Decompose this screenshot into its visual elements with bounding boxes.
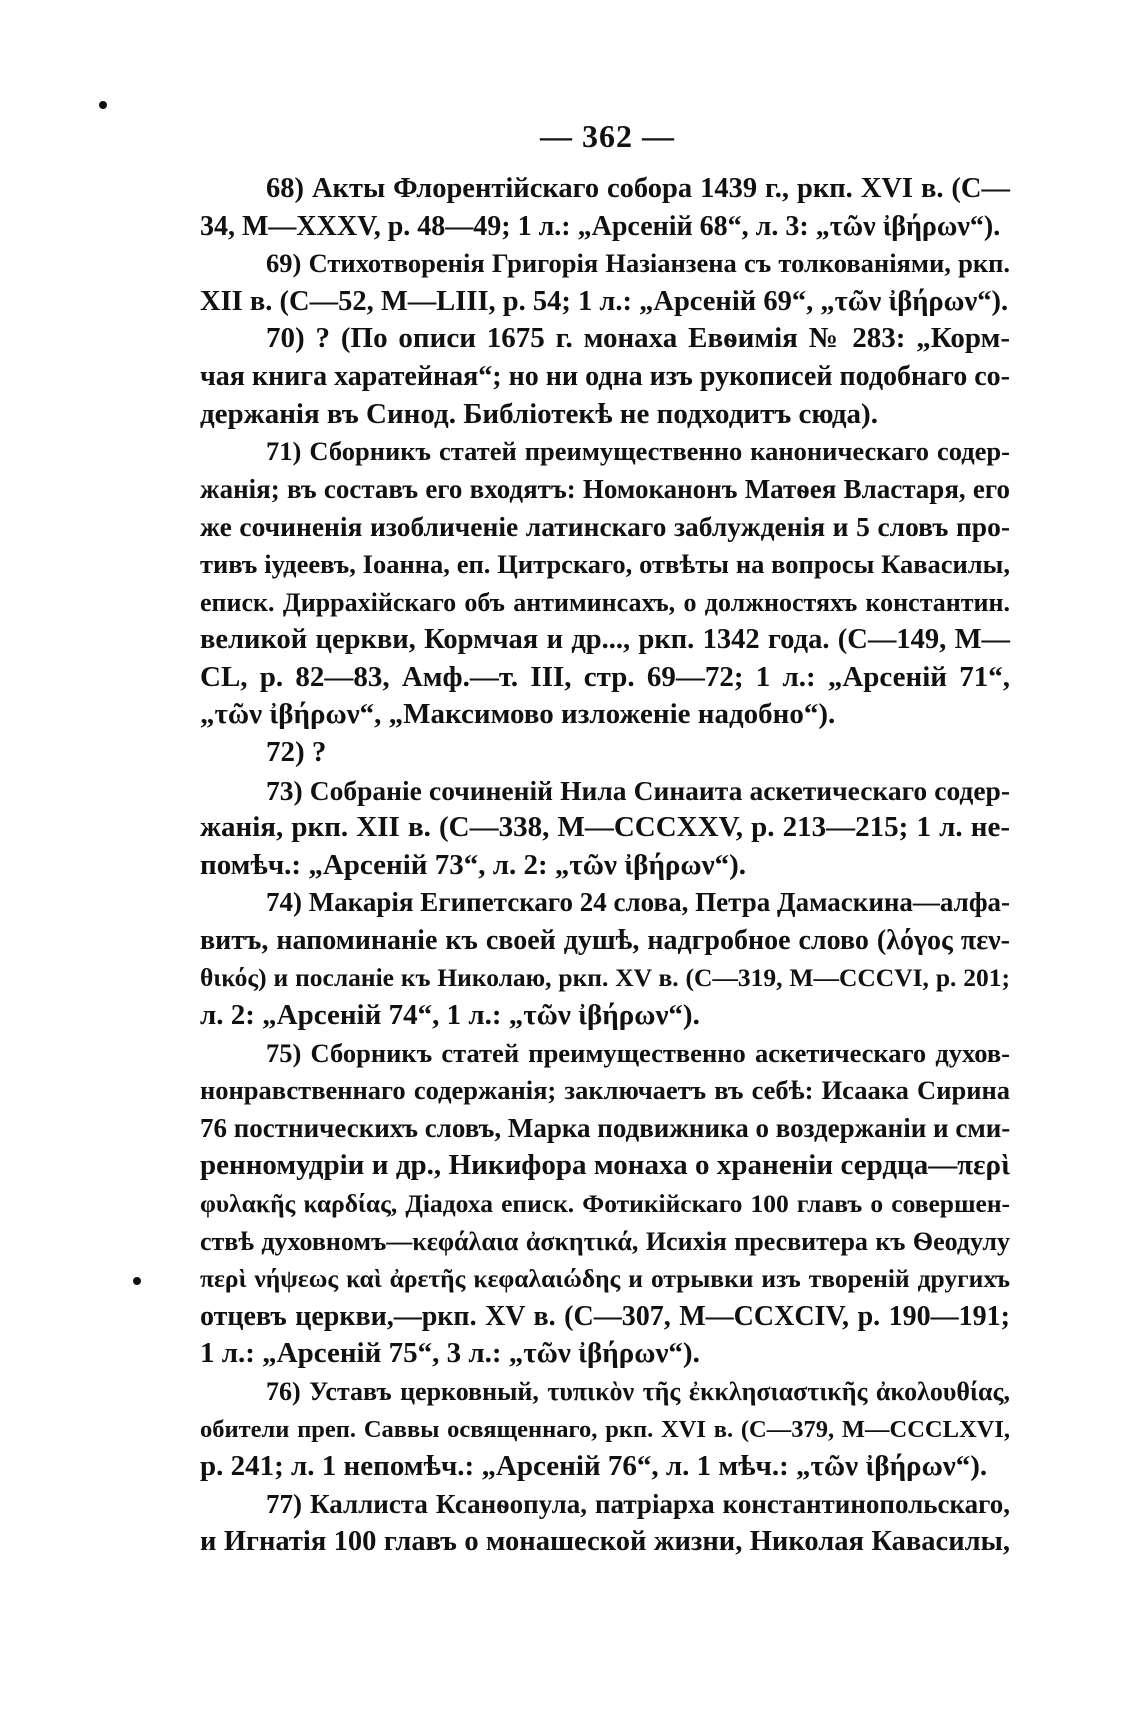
text-line: „τῶν ἰβήρων“, „Максимово изложеніе надобно“). bbox=[200, 698, 836, 731]
text-line: р. 241; л. 1 непомѣч.: „Арсеній 76“, л. 1 мѣч.: „τῶν ἰβήρων“). bbox=[200, 1450, 988, 1483]
text-line: 73) Собраніе сочиненій Нила Синаита аскетическаго содер- bbox=[266, 774, 1010, 806]
text-line: витъ, напоминаніе къ своей душѣ, надгробное слово (λόγος πεν- bbox=[200, 924, 1010, 956]
text-line: 72) ? bbox=[266, 735, 327, 768]
text-line: ствѣ духовномъ—κεφάλαια ἀσκητικά, Исихія пресвитера къ Ѳеодулу bbox=[200, 1226, 1010, 1256]
text-line: CL, р. 82—83, Амф.—т. III, стр. 69—72; 1 л.: „Арсеній 71“, bbox=[200, 660, 1010, 693]
text-line: 69) Стихотворенія Григорія Назіанзена съ толкованіями, ркп. bbox=[266, 248, 1010, 279]
text-line: 77) Каллиста Ксанѳопула, патріарха константинопольскаго, bbox=[266, 1488, 1010, 1519]
text-line: л. 2: „Арсеній 74“, 1 л.: „τῶν ἰβήρων“). bbox=[200, 999, 700, 1032]
text-line: чая книга харатейная“; но ни одна изъ рукописей подобнаго со- bbox=[200, 360, 1010, 392]
text-line: θικός) и посланіе къ Николаю, ркп. XV в. (С—319, М—CCCVI, р. 201; bbox=[200, 963, 1010, 993]
page-number: — 362 — bbox=[540, 118, 675, 154]
text-line: обители преп. Саввы освященнаго, ркп. XVI в. (С—379, М—CCCLXVI, bbox=[200, 1415, 1010, 1443]
text-line: XII в. (С—52, М—LIII, р. 54; 1 л.: „Арсеній 69“, „τῶν ἰβήρων“). bbox=[200, 285, 1009, 317]
text-line: ренномудріи и др., Никифора монаха о храненіи сердца—περὶ bbox=[200, 1149, 1010, 1182]
text-line: περὶ νήψεως καὶ ἀρετῆς κεφαλαιώδης и отрывки изъ твореній другихъ bbox=[200, 1264, 1010, 1294]
text-line: 34, М—XXXV, р. 48—49; 1 л.: „Арсеній 68“, л. 3: „τῶν ἰβήρων“). bbox=[200, 210, 1001, 242]
text-line: жанія; въ составъ его входятъ: Номоканонъ Матѳея Властаря, его bbox=[200, 473, 1010, 504]
text-line: 76 постническихъ словъ, Марка подвижника о воздержаніи и сми- bbox=[200, 1112, 1011, 1143]
text-line: 74) Макарія Египетскаго 24 слова, Петра Дамаскина—алфа- bbox=[266, 887, 1010, 918]
text-line: 71) Сборникъ статей преимущественно каноническаго содер- bbox=[266, 436, 1010, 467]
ink-spot-margin bbox=[133, 1277, 141, 1285]
text-line: держанія въ Синод. Библіотекѣ не подходитъ сюда). bbox=[200, 397, 878, 430]
body-text bbox=[200, 170, 1010, 1561]
text-line: 68) Акты Флорентійскаго собора 1439 г., ркп. XVI в. (С— bbox=[266, 173, 1010, 204]
text-line: же сочиненія изобличеніе латинскаго заблужденія и 5 словъ про- bbox=[200, 511, 1010, 543]
text-line: φυλακῆς καρδίας, Діадоха еписк. Фотикійскаго 100 главъ о совершен- bbox=[200, 1189, 1010, 1219]
text-line: 70) ? (По описи 1675 г. монаха Евѳимія № 283: „Корм- bbox=[266, 322, 1010, 355]
text-line: тивъ іудеевъ, Іоанна, еп. Цитрскаго, отвѣты на вопросы Кавасилы, bbox=[200, 548, 1010, 579]
text-line: еписк. Диррахійскаго объ антиминсахъ, о должностяхъ константин. bbox=[200, 587, 1010, 617]
text-line: и Игнатія 100 главъ о монашеской жизни, Николая Кавасилы, bbox=[200, 1526, 1010, 1558]
text-line: 76) Уставъ церковный, τυπικὸν τῆς ἐκκλησιαστικῆς ἀκολουθίας, bbox=[266, 1377, 1010, 1406]
text-line: 75) Сборникъ статей преимущественно аскетическаго духов- bbox=[266, 1037, 1010, 1068]
text-line: нонравственнаго содержанія; заключаетъ въ себѣ: Исаака Сирина bbox=[200, 1075, 1010, 1106]
text-line: жанія, ркп. XII в. (С—338, М—CCCXXV, р. 213—215; 1 л. не- bbox=[200, 811, 1010, 844]
text-line: великой церкви, Кормчая и др..., ркп. 1342 года. (С—149, М— bbox=[200, 624, 1010, 656]
text-line: отцевъ церкви,—ркп. XV в. (С—307, М—CCXCIV, р. 190—191; bbox=[200, 1300, 1010, 1332]
text-line: 1 л.: „Арсеній 75“, 3 л.: „τῶν ἰβήρων“). bbox=[200, 1337, 700, 1370]
ink-spot-top bbox=[99, 101, 107, 109]
text-line: помѣч.: „Арсеній 73“, л. 2: „τῶν ἰβήρων“). bbox=[200, 848, 746, 881]
